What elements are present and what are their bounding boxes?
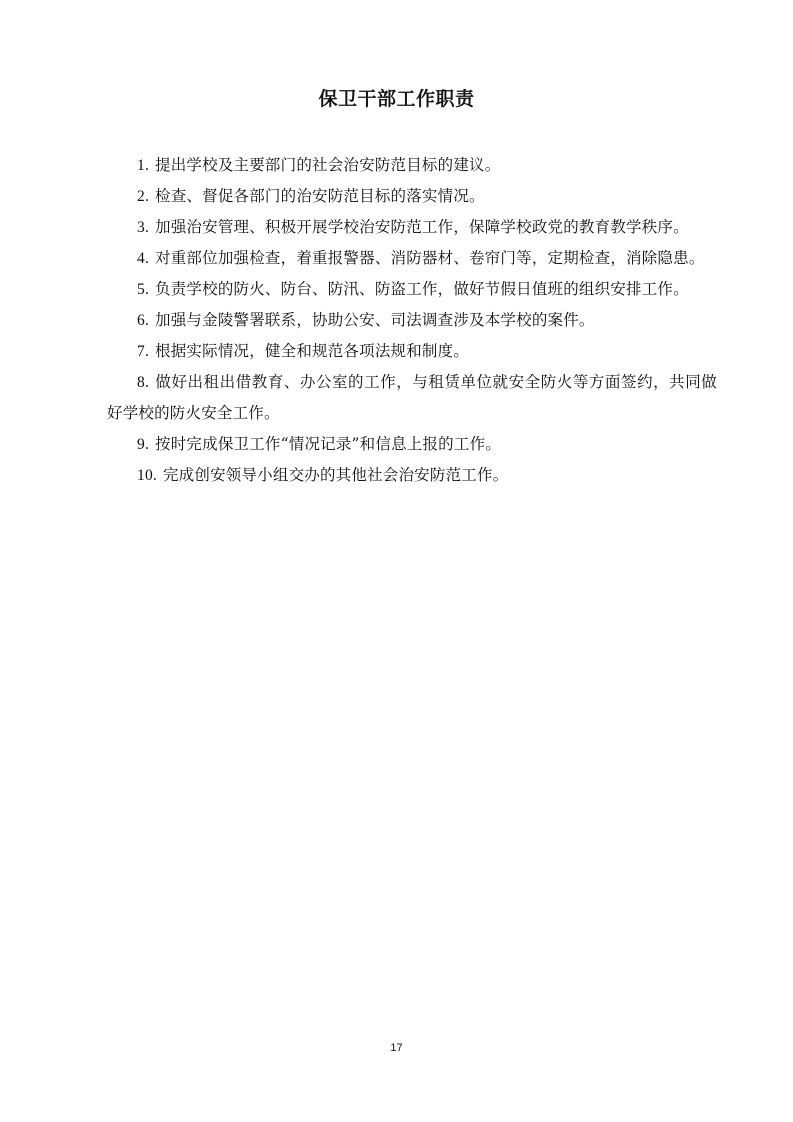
item-number: 4. bbox=[137, 250, 150, 267]
list-item bbox=[107, 243, 717, 274]
list-item bbox=[107, 274, 717, 305]
item-text: 根据实际情况，健全和规范各项法规和制度。 bbox=[155, 342, 470, 360]
page-number: 17 bbox=[390, 1042, 403, 1054]
item-number: 9. bbox=[137, 436, 150, 453]
list-item bbox=[107, 212, 717, 243]
list-item bbox=[107, 367, 717, 429]
list-item bbox=[107, 429, 717, 460]
item-number: 1. bbox=[137, 157, 150, 174]
item-number: 7. bbox=[137, 343, 150, 360]
item-text: 提出学校及主要部门的社会治安防范目标的建议。 bbox=[155, 156, 501, 174]
item-text: 按时完成保卫工作“情况记录”和信息上报的工作。 bbox=[155, 435, 501, 453]
item-number: 5. bbox=[137, 281, 150, 298]
list-item bbox=[107, 305, 717, 336]
list-item bbox=[107, 181, 717, 212]
item-text: 对重部位加强检查，着重报警器、消防器材、卷帘门等，定期检查，消除隐患。 bbox=[155, 249, 705, 267]
item-text: 检查、督促各部门的治安防范目标的落实情况。 bbox=[155, 187, 485, 205]
list-item bbox=[107, 460, 717, 491]
item-text: 做好出租出借教育、办公室的工作，与租赁单位就安全防火等方面签约，共同做好学校的防火安全工作。 bbox=[107, 373, 717, 422]
item-number: 6. bbox=[137, 312, 150, 329]
item-text: 加强与金陵警署联系，协助公安、司法调查涉及本学校的案件。 bbox=[155, 311, 595, 329]
item-text: 负责学校的防火、防台、防汛、防盗工作，做好节假日值班的组织安排工作。 bbox=[155, 280, 689, 298]
page-title: 保卫干部工作职责 bbox=[318, 88, 475, 110]
item-number: 3. bbox=[137, 219, 150, 236]
item-number: 10. bbox=[137, 467, 157, 484]
item-text: 完成创安领导小组交办的其他社会治安防范工作。 bbox=[162, 466, 509, 484]
item-text: 加强治安管理、积极开展学校治安防范工作，保障学校政党的教育教学秩序。 bbox=[155, 218, 689, 236]
list-item bbox=[107, 150, 717, 181]
item-number: 8. bbox=[137, 374, 150, 391]
duty-list bbox=[107, 150, 717, 491]
list-item bbox=[107, 336, 717, 367]
item-number: 2. bbox=[137, 188, 150, 205]
